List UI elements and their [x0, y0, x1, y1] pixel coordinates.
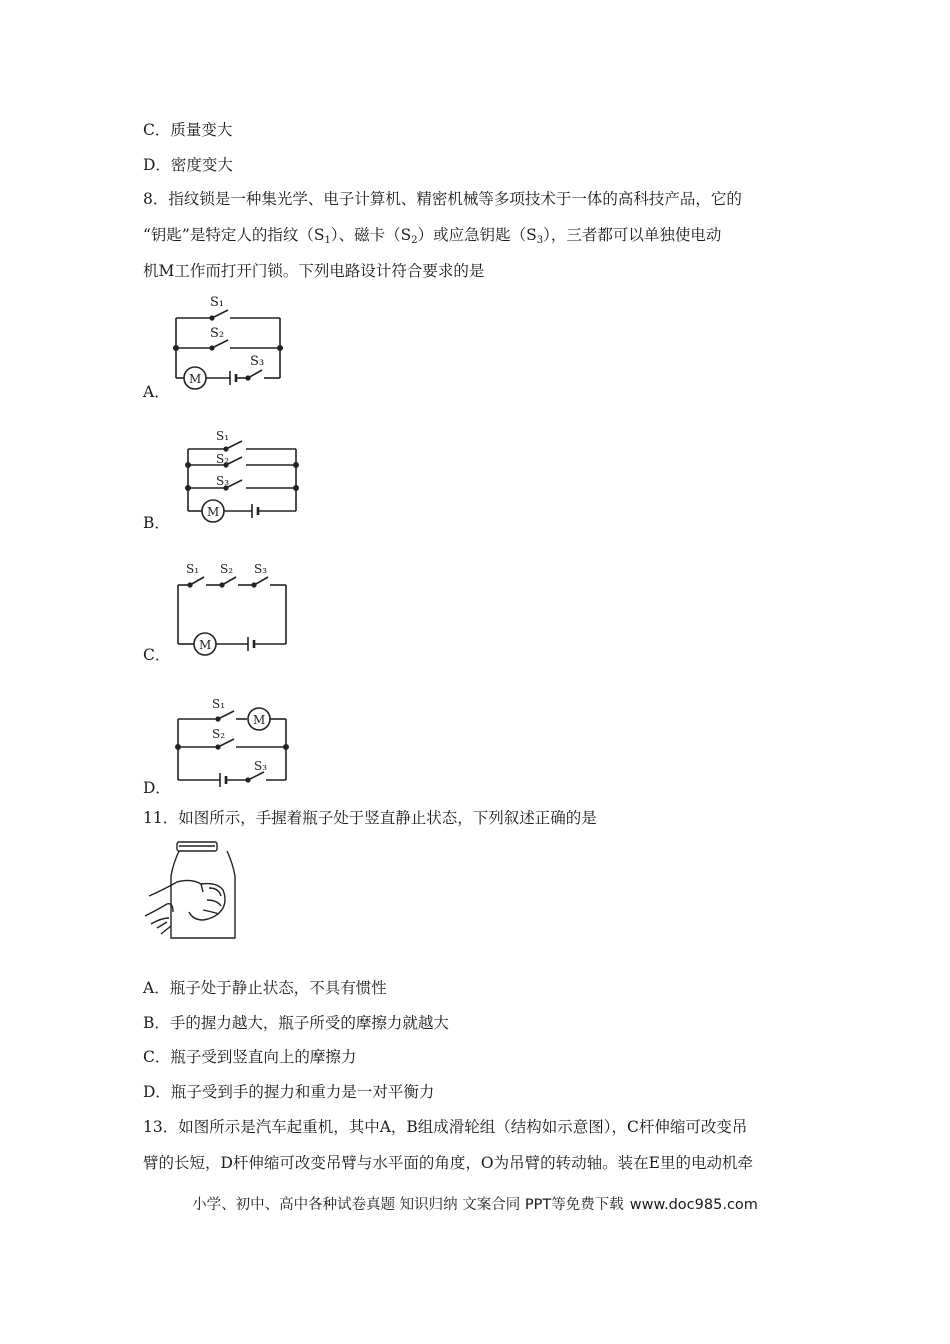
label-s2: S₂: [210, 326, 225, 341]
label-s3: S₃: [216, 474, 230, 488]
q11-option-c: C．瓶子受到竖直向上的摩擦力: [143, 1048, 357, 1066]
q13-stem-line2: 臂的长短，D杆伸缩可改变吊臂与水平面的角度，O为吊臂的转动轴。装在E里的电动机牵: [143, 1154, 753, 1172]
footer-url[interactable]: www.doc985.com: [629, 1197, 758, 1213]
q11-stem: 11．如图所示，手握着瓶子处于竖直静止状态，下列叙述正确的是: [143, 809, 597, 827]
q8-stem-line2: “钥匙”是特定人的指纹$(S_1)$、磁卡$(S_2)$或应急钥匙$(S_3)$，三者都可以单独使电动: [143, 226, 722, 246]
label-s2: S₂: [216, 452, 230, 466]
label-motor: M: [189, 372, 202, 386]
q8-option-c-label: C．: [143, 646, 171, 664]
page-footer: [0, 1193, 950, 1214]
q13-stem-line1: 13．如图所示是汽车起重机，其中A，B组成滑轮组（结构如示意图），C杆伸缩可改变吊: [143, 1118, 748, 1136]
label-s1: S₁: [210, 295, 225, 310]
q11-option-a: A．瓶子处于静止状态，不具有惯性: [143, 979, 387, 997]
q8-option-d-label: D．: [143, 779, 171, 797]
label-s2: S₂: [212, 727, 226, 741]
label-s1: S₁: [186, 562, 200, 576]
prev-option-d: D．密度变大: [143, 156, 233, 174]
q8-option-b-label: B．: [143, 514, 170, 532]
q8-option-a-label: A．: [143, 383, 170, 401]
label-s2: S₂: [220, 562, 234, 576]
q11-option-d: D．瓶子受到手的握力和重力是一对平衡力: [143, 1083, 435, 1101]
label-motor: M: [253, 713, 266, 727]
label-motor: M: [199, 638, 212, 652]
label-s1: S₁: [216, 429, 230, 443]
bottle-hand-illustration: [143, 838, 243, 943]
footer-text: 小学、初中、高中各种试卷真题 知识归纳 文案合同 PPT等免费下载: [192, 1197, 624, 1213]
label-s3: S₃: [254, 759, 268, 773]
circuit-diagram-c: [170, 558, 295, 658]
circuit-diagram-b: [180, 425, 305, 525]
label-s1: S₁: [212, 697, 226, 711]
label-motor: M: [207, 505, 220, 519]
label-s3: S₃: [250, 354, 265, 369]
circuit-diagram-d: [170, 692, 295, 792]
q8-stem-line3: 机M工作而打开门锁。下列电路设计符合要求的是: [143, 262, 485, 280]
label-s3: S₃: [254, 562, 268, 576]
prev-option-c: C．质量变大: [143, 121, 233, 139]
q8-stem-line1: 8．指纹锁是一种集光学、电子计算机、精密机械等多项技术于一体的高科技产品，它的: [143, 190, 742, 208]
circuit-diagram-a: [170, 292, 290, 392]
q11-option-b: B．手的握力越大，瓶子所受的摩擦力就越大: [143, 1014, 449, 1032]
